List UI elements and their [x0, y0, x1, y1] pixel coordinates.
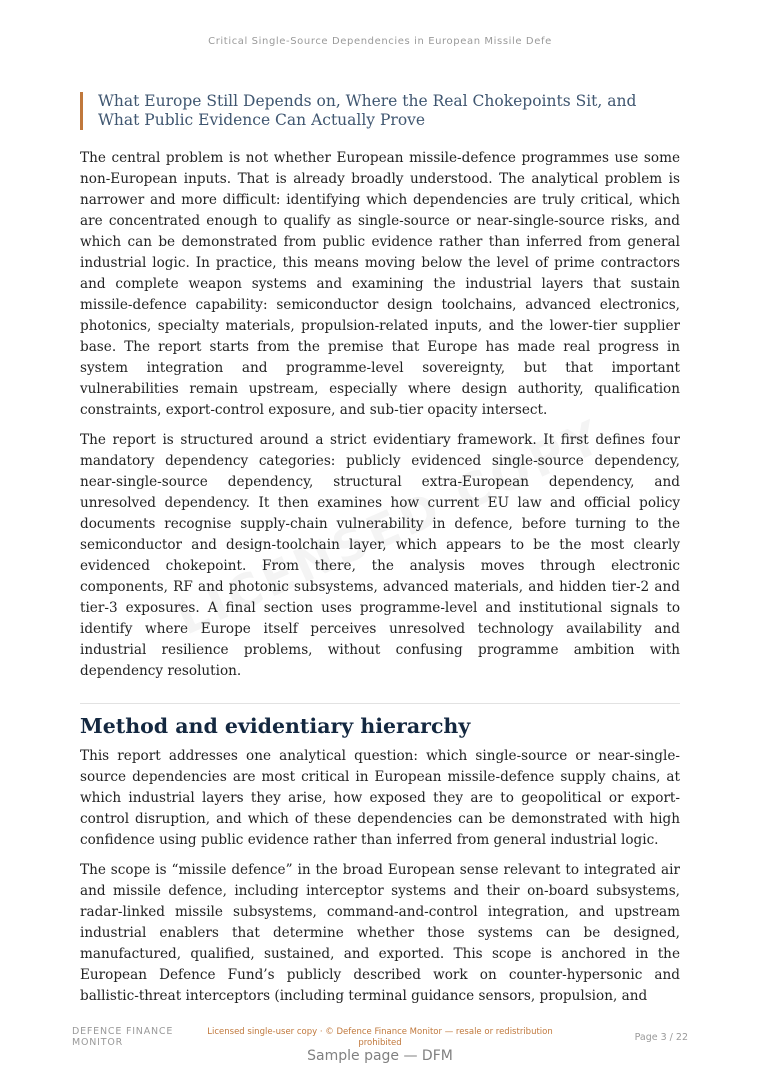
pull-quote: What Europe Still Depends on, Where the Real Chokepoints Sit, and What Public Evidence Can Actually Prove — [80, 92, 680, 130]
page-content — [80, 92, 680, 1016]
footer-license-notice: Licensed single-user copy · © Defence Finance Monitor — resale or redistribution prohibited — [207, 1027, 553, 1048]
section-heading: Method and evidentiary hierarchy — [80, 714, 471, 738]
section-paragraph-1: This report addresses one analytical question: which single-source or near-single-source dependencies are most critical in European missile-defence supply chains, at which industrial layers they arise, how exposed they are to geopolitical or export-control disruption, and which of these dependencies can be demonstrated with high confidence using public evidence rather than inferred from general industrial logic. — [80, 748, 680, 848]
running-header: Critical Single-Source Dependencies in European Missile Defe — [208, 36, 552, 47]
footer-publisher: DEFENCE FINANCE MONITOR — [72, 1026, 174, 1048]
section-paragraph-2: The scope is “missile defence” in the broad European sense relevant to integrated air and missile defence, including interceptor systems and their on-board subsystems, radar-linked missile subsystems, command-and-control integration, and upstream industrial enablers that determine whether those systems can be designed, manufactured, qualified, sustained, and exported. This scope is anchored in the European Defence Fund’s publicly described work on counter-hypersonic and ballistic-threat interceptors (including terminal guidance sensors, propulsion, and — [80, 862, 680, 1004]
footer-page-number: Page 3 / 22 — [634, 1032, 688, 1043]
intro-paragraph-2: The report is structured around a strict evidentiary framework. It first defines four mandatory dependency categories: publicly evidenced single-source dependency, near-single-source dependency, structural extra-European dependency, and unresolved dependency. It then examines how current EU law and official policy documents recognise supply-chain vulnerability in defence, before turning to the semiconductor and design-toolchain layer, which appears to be the most clearly evidenced chokepoint. From there, the analysis moves through electronic components, RF and photonic subsystems, advanced materials, and hidden tier-2 and tier-3 exposures. A final section uses programme-level and institutional signals to identify where Europe itself perceives unresolved technology availability and industrial resilience problems, without confusing programme ambition with dependency resolution. — [80, 432, 680, 679]
section-divider — [80, 703, 680, 704]
intro-paragraph-1: The central problem is not whether European missile-defence programmes use some non-European inputs. That is already broadly understood. The analytical problem is narrower and more difficult: identifying which dependencies are truly critical, which are concentrated enough to qualify as single-source or near-single-source risks, and which can be demonstrated from public evidence rather than inferred from general industrial logic. In practice, this means moving below the level of prime contractors and complete weapon systems and examining the industrial layers that sustain missile-defence capability: semiconductor design toolchains, advanced electronics, photonics, specialty materials, propulsion-related inputs, and the lower-tier supplier base. The report starts from the premise that Europe has made real progress in system integration and programme-level sovereignty, but that important vulnerabilities remain upstream, especially where design authority, qualification constraints, export-control exposure, and sub-tier opacity intersect. — [80, 150, 680, 418]
sample-page-label: Sample page — DFM — [307, 1048, 453, 1064]
